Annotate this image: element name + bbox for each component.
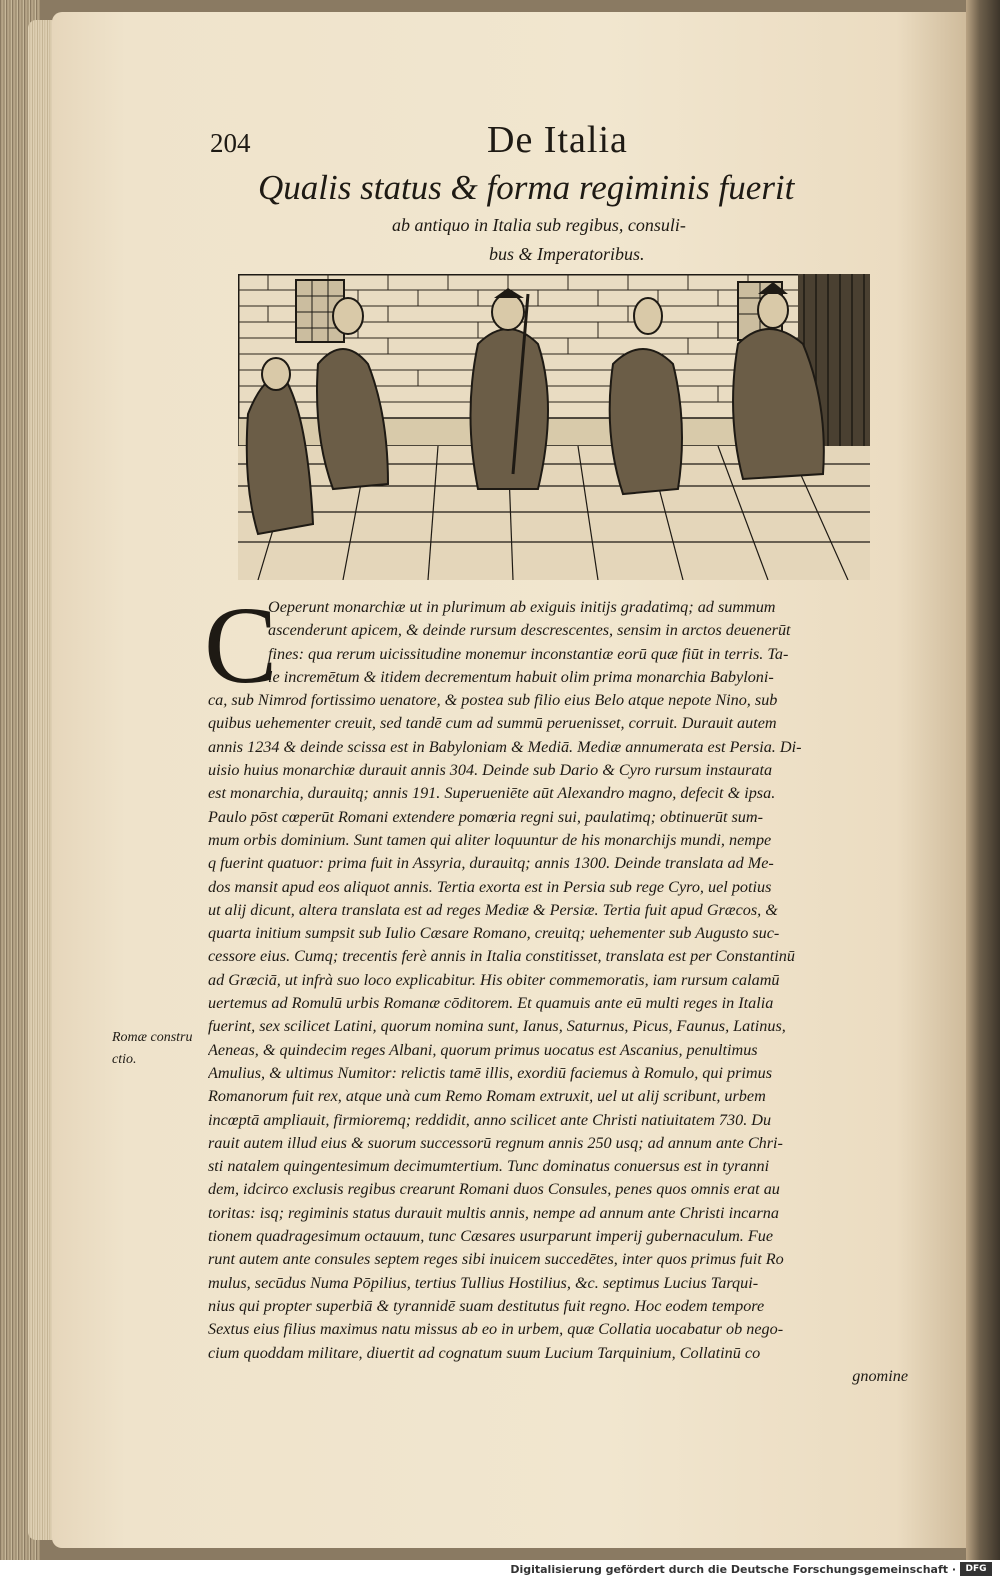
chapter-subtitle-line: bus & Imperatoribus.	[489, 244, 645, 264]
body-line: uisio huius monarchiæ durauit annis 304. Deinde sub Dario & Cyro rursum instaurata	[208, 761, 773, 780]
chapter-title: Qualis status & forma regiminis fuerit	[258, 168, 795, 207]
body-line: Sextus eius filius maximus natu missus ab eo in urbem, quæ Collatia uocabatur ob nego-	[208, 1320, 784, 1339]
body-line: Aeneas, & quindecim reges Albani, quorum primus uocatus est Ascanius, penultimus	[208, 1040, 758, 1059]
body-line: annis 1234 & deinde scissa est in Babyloniam & Mediā. Mediæ annumerata est Persia. Di-	[208, 737, 802, 756]
body-line: Romanorum fuit rex, atque unà cum Remo Romam extruxit, uel ut alij scribunt, urbem	[208, 1087, 766, 1106]
body-line: nius qui propter superbiā & tyrannidē suam destitutus fuit regno. Hoc eodem tempore	[208, 1296, 765, 1315]
running-head: De Italia	[487, 119, 628, 161]
body-line: uertemus ad Romulū urbis Romanæ cōditorem. Et quamuis ante eū multi reges in Italia	[208, 994, 774, 1013]
body-line: est monarchia, durauitq; annis 191. Superueniēte aūt Alexandro magno, defecit & ipsa.	[208, 784, 776, 803]
marginal-note-line: ctio.	[112, 1052, 137, 1067]
body-line: cessore eius. Cumq; trecentis ferè annis in Italia constitisset, translata est per Constantinū	[208, 947, 795, 966]
body-line: cium quoddam militare, diuertit ad cognatum suum Lucium Tarquinium, Collatinū co	[208, 1343, 761, 1362]
body-line: fines: qua rerum uicissitudine monemur inconstantiæ eorū quæ fiūt in terris. Ta-	[268, 644, 789, 663]
woodcut-illustration	[238, 274, 870, 580]
marginal-note	[112, 1027, 202, 1071]
body-line: ascenderunt apicem, & deinde rursum descrescentes, sensim in arctos deuenerūt	[268, 621, 791, 640]
body-line: mulus, secūdus Numa Pōpilius, tertius Tullius Hostilius, &c. septimus Lucius Tarqui-	[208, 1273, 759, 1292]
dfg-logo: DFG	[960, 1562, 992, 1576]
marginal-note-line: Romæ constru	[112, 1030, 193, 1045]
body-line: Paulo pōst cœperūt Romani extendere pomœria regni sui, paulatimq; obtinuerūt sum-	[208, 807, 763, 826]
body-line: Amulius, & ultimus Numitor: relictis tamē illis, exordiū faciemus à Romulo, qui primus	[208, 1063, 772, 1082]
body-line: tionem quadragesimum octauum, tunc Cæsares usurparunt imperij gubernaculum. Fue	[208, 1227, 774, 1246]
body-line: mum orbis dominium. Sunt tamen qui aliter loquuntur de his monarchijs mundi, nempe	[208, 830, 772, 849]
page-number: 204	[210, 128, 251, 158]
funding-credit: Digitalisierung gefördert durch die Deutsche Forschungsgemeinschaft ·	[510, 1563, 956, 1576]
body-line: ca, sub Nimrod fortissimo uenatore, & postea sub filio eius Belo atque nepote Nino, sub	[208, 691, 778, 710]
body-line: fuerint, sex scilicet Latini, quorum nomina sunt, Ianus, Saturnus, Picus, Faunus, Latinus,	[208, 1017, 786, 1036]
body-line: quibus uehementer creuit, sed tandē cum ad summū peruenisset, corruit. Durauit autem	[208, 714, 777, 733]
body-line: dem, idcirco exclusis regibus crearunt Romani duos Consules, penes quos omnis erat au	[208, 1180, 780, 1199]
body-line: q fuerint quatuor: prima fuit in Assyria, durauitq; annis 1300. Deinde translata ad Me-	[208, 854, 774, 873]
body-line: incœptā ampliauit, firmioremq; reddidit, anno scilicet ante Christi natiuitatem 730. Du	[208, 1110, 772, 1129]
chapter-subtitle-line: ab antiquo in Italia sub regibus, consuli-	[392, 215, 686, 235]
body-line: sti natalem quingentesimum decimumtertium. Tunc dominatus conuersus est in tyranni	[208, 1157, 770, 1176]
body-line: quarta initium sumpsit sub Iulio Cæsare Romano, creuitq; uehementer sub Augusto suc-	[208, 924, 780, 943]
body-text	[208, 596, 908, 1388]
body-line: le incremētum & itidem decrementum habuit olim prima monarchia Babyloni-	[268, 667, 774, 686]
book-fore-edge	[966, 0, 1000, 1560]
body-line: runt autem ante consules septem reges sibi inuicem succedētes, inter quos primus fuit Ro	[208, 1250, 784, 1269]
catchword: gnomine	[852, 1366, 908, 1385]
body-line: ad Græciā, ut infrà suo loco explicabitur. His obiter commemoratis, iam rursum calamū	[208, 970, 780, 989]
body-line: dos mansit apud eos aliquot annis. Tertia exorta est in Persia sub rege Cyro, uel potius	[208, 877, 772, 896]
body-line: toritas: isq; regiminis status durauit multis annis, nempe ad annum ante Christi incarna	[208, 1203, 779, 1222]
body-line: rauit autem illud eius & suorum successorū regnum annis 250 usq; ad annum ante Chri-	[208, 1133, 783, 1152]
body-line: ut alij dicunt, altera translata est ad reges Mediæ & Persiæ. Tertia fuit apud Græcos, &	[208, 900, 778, 919]
drop-cap: C	[204, 584, 278, 706]
body-line: Oeperunt monarchiæ ut in plurimum ab exiguis initijs gradatimq; ad summum	[268, 598, 776, 616]
